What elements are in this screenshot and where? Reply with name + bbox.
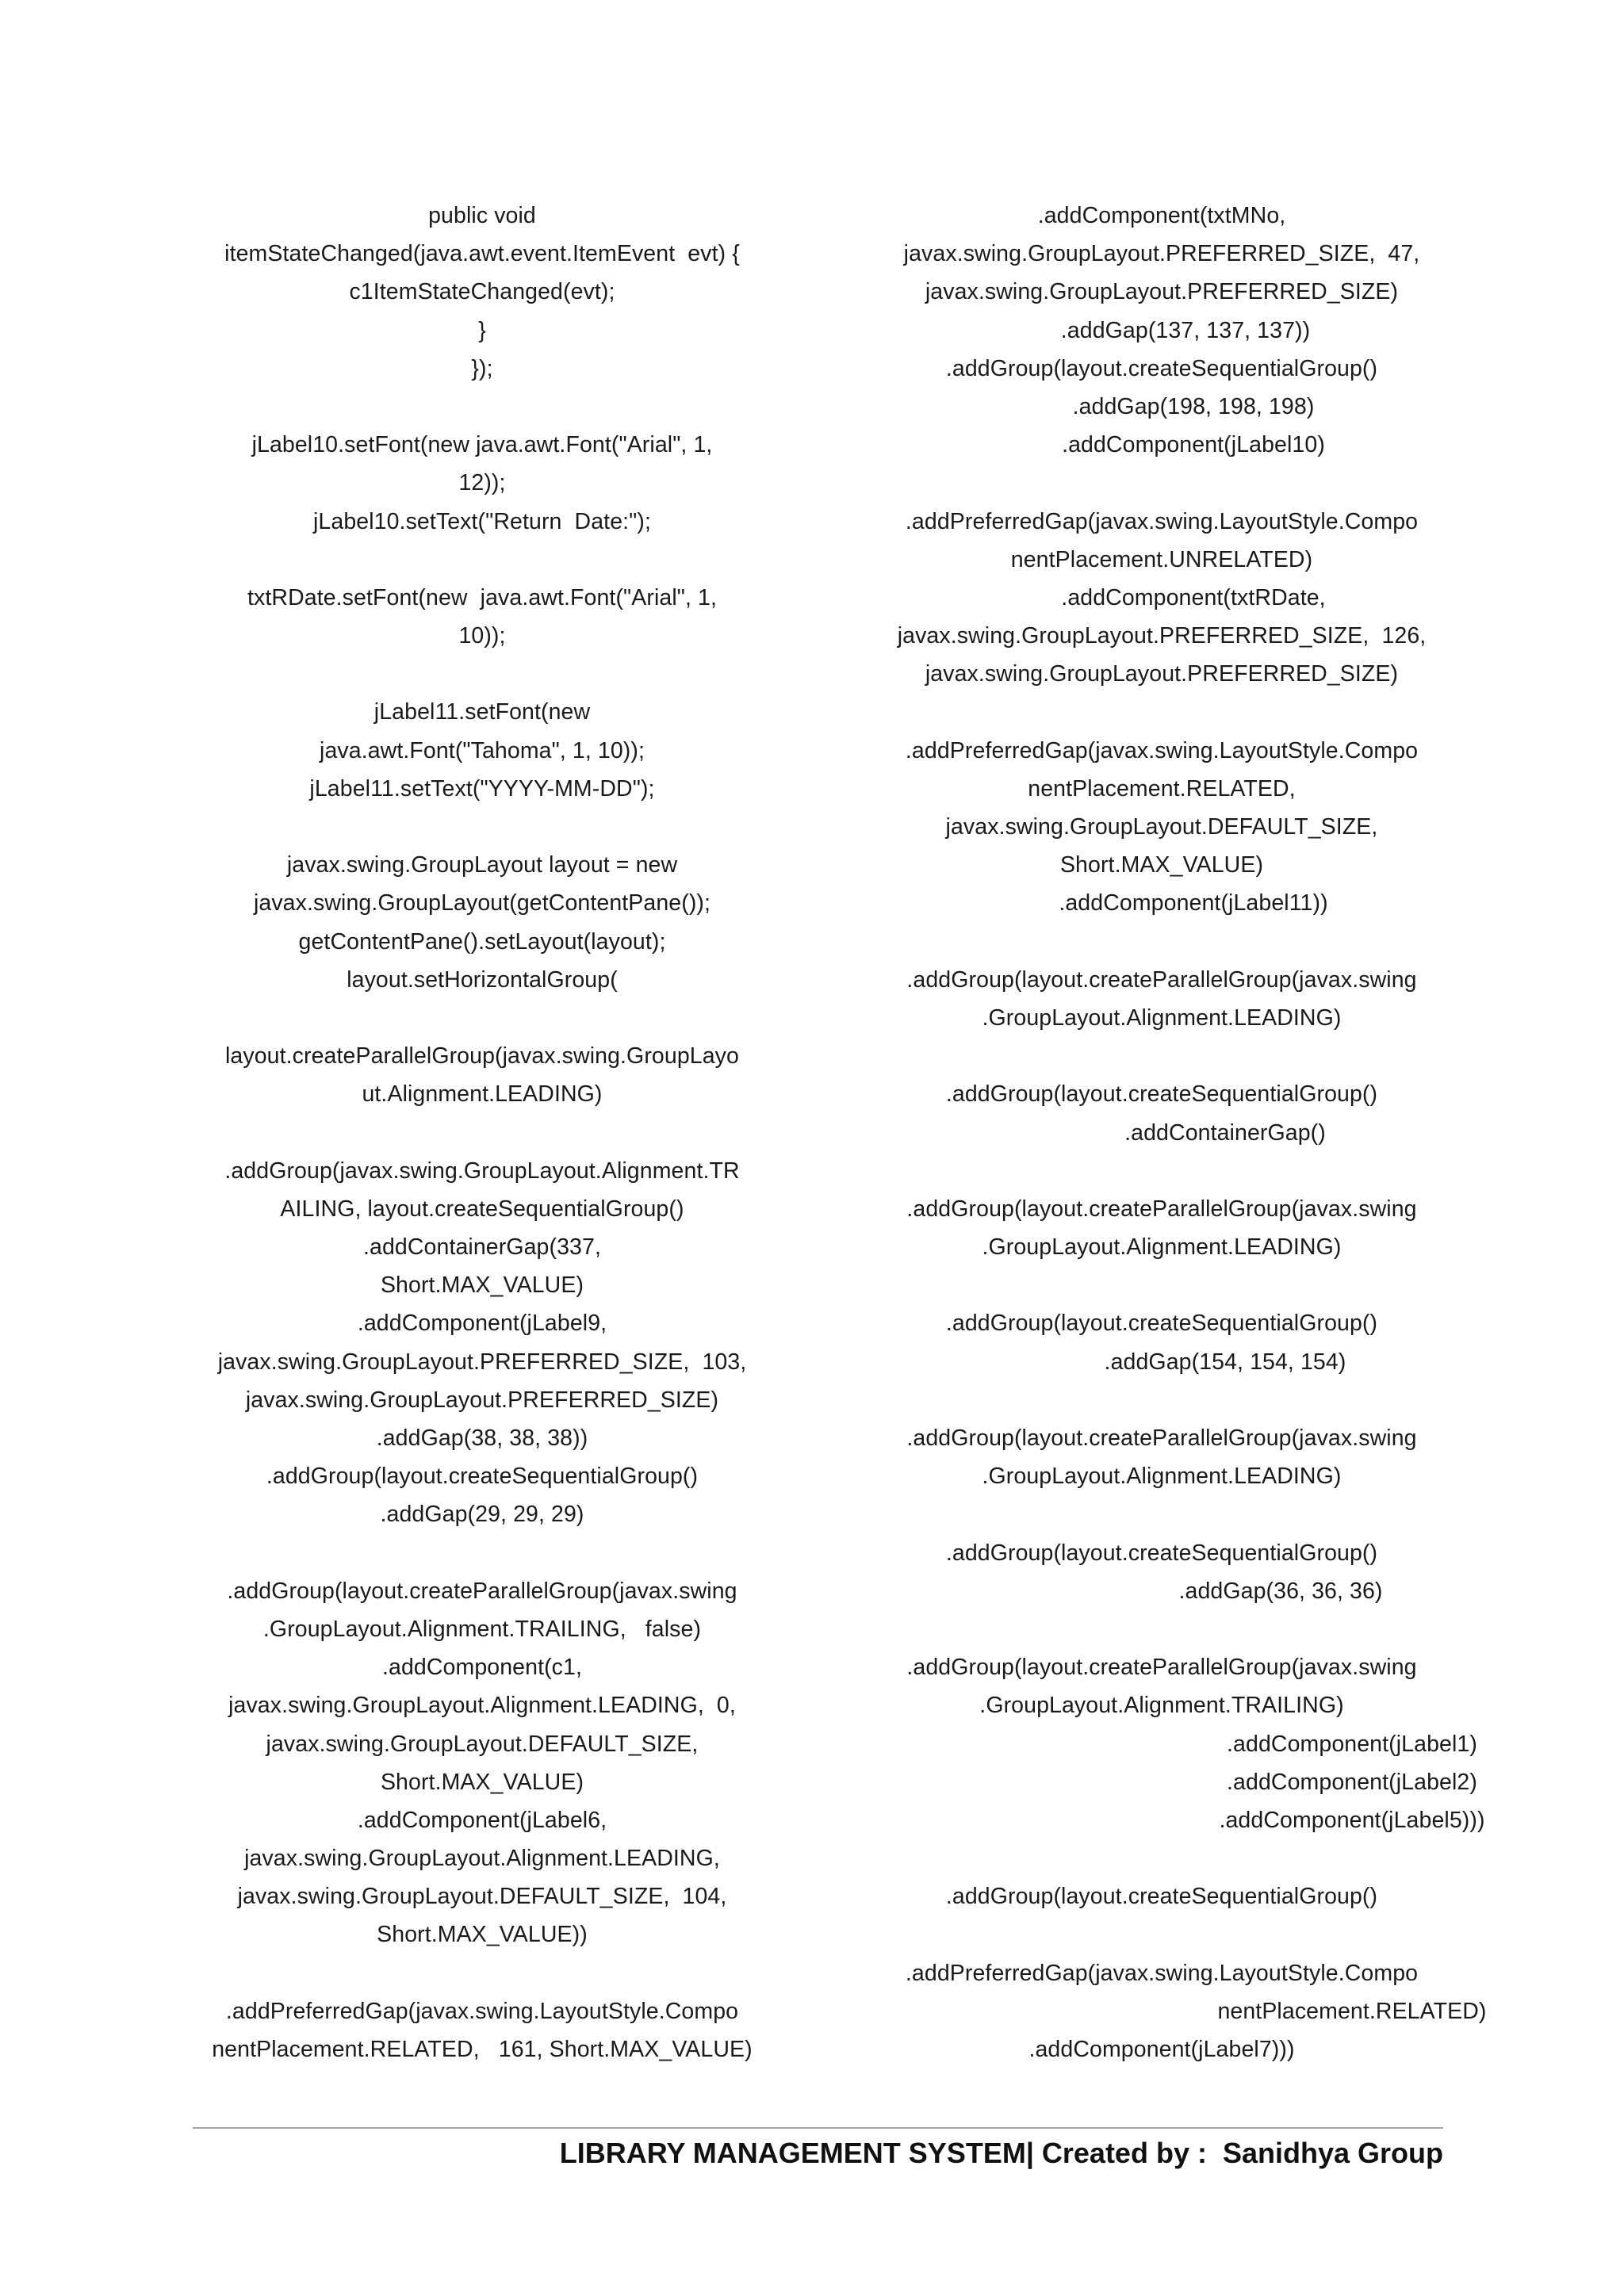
code-line: nentPlacement.RELATED, 161, Short.MAX_VALUE): [212, 2037, 753, 2062]
code-line: .addComponent(jLabel10): [1062, 432, 1325, 458]
code-line: .addGroup(layout.createSequentialGroup(): [945, 1884, 1378, 1910]
code-line: [189, 1954, 776, 1992]
code-line: .addGroup(layout.createSequentialGroup(): [945, 1081, 1378, 1108]
code-line: Short.MAX_VALUE): [380, 1769, 584, 1795]
code-line: jLabel10.setFont(new java.awt.Font("Arial", 1,: [251, 432, 713, 458]
code-line: javax.swing.GroupLayout.DEFAULT_SIZE,: [266, 1731, 699, 1757]
code-line: [189, 655, 776, 693]
code-line: [189, 541, 776, 579]
code-line: [860, 1152, 1463, 1190]
code-line: .addContainerGap(): [1124, 1119, 1326, 1146]
code-line: .addGroup(layout.createParallelGroup(javax.swing: [227, 1578, 737, 1604]
code-line: .addComponent(txtRDate,: [1061, 584, 1326, 610]
code-line: .addPreferredGap(javax.swing.LayoutStyle.Compo: [905, 508, 1419, 534]
code-line: .GroupLayout.Alignment.LEADING): [982, 1004, 1342, 1031]
code-line: .addGap(38, 38, 38)): [376, 1425, 588, 1451]
code-line: 12));: [458, 470, 506, 496]
code-line: .GroupLayout.Alignment.TRAILING, false): [262, 1616, 702, 1642]
code-line: Short.MAX_VALUE): [380, 1272, 584, 1299]
code-line: javax.swing.GroupLayout.PREFERRED_SIZE): [925, 661, 1399, 687]
code-line: javax.swing.GroupLayout.DEFAULT_SIZE, 104,: [237, 1884, 727, 1910]
code-line: javax.swing.GroupLayout.Alignment.LEADING, 0,: [228, 1693, 736, 1719]
code-line: [860, 1915, 1463, 1954]
code-line: .addGap(137, 137, 137)): [1060, 317, 1311, 343]
code-line: .addGap(198, 198, 198): [1072, 393, 1315, 419]
code-line: java.awt.Font("Tahoma", 1, 10));: [320, 737, 645, 763]
code-line: javax.swing.GroupLayout(getContentPane());: [253, 890, 711, 916]
code-line: [189, 1114, 776, 1152]
code-line: [860, 1037, 1463, 1075]
code-line: [189, 808, 776, 846]
code-line: javax.swing.GroupLayout.Alignment.LEADING,: [244, 1846, 720, 1872]
code-line: javax.swing.GroupLayout.PREFERRED_SIZE, 47,: [903, 241, 1420, 267]
code-line: }: [478, 317, 486, 343]
code-line: .addGroup(layout.createParallelGroup(javax.swing: [906, 1196, 1417, 1222]
left-code-column: [189, 197, 776, 2068]
code-line: .addPreferredGap(javax.swing.LayoutStyle.Compo: [905, 1960, 1419, 1986]
code-line: jLabel11.setFont(new: [373, 699, 591, 725]
code-line: nentPlacement.RELATED,: [1028, 775, 1296, 802]
code-line: .addGroup(layout.createSequentialGroup(): [945, 355, 1378, 381]
code-line: .addComponent(c1,: [381, 1655, 583, 1681]
code-line: c1ItemStateChanged(evt);: [349, 279, 615, 305]
code-line: .addGap(154, 154, 154): [1104, 1349, 1346, 1375]
code-line: [860, 1381, 1463, 1419]
code-line: javax.swing.GroupLayout.PREFERRED_SIZE, 126,: [897, 623, 1427, 649]
code-line: .addComponent(txtMNo,: [1037, 203, 1286, 228]
code-line: .addGroup(layout.createSequentialGroup(): [945, 1540, 1378, 1566]
code-line: [189, 388, 776, 426]
footer-divider: [193, 2127, 1443, 2129]
code-line: itemStateChanged(java.awt.event.ItemEvent evt) {: [224, 241, 740, 267]
code-line: ut.Alignment.LEADING): [362, 1081, 603, 1108]
code-line: 10));: [458, 623, 506, 649]
code-line: [860, 923, 1463, 961]
code-line: .addGroup(javax.swing.GroupLayout.Alignment.TR: [224, 1158, 740, 1184]
code-line: AILING, layout.createSequentialGroup(): [280, 1196, 684, 1222]
code-line: [860, 693, 1463, 731]
code-line: .addComponent(jLabel9,: [357, 1311, 607, 1337]
code-line: });: [471, 355, 493, 381]
code-line: [860, 464, 1463, 502]
code-line: .addComponent(jLabel5))): [1219, 1807, 1485, 1833]
code-line: .addComponent(jLabel1): [1227, 1731, 1477, 1757]
right-code-column: [860, 197, 1487, 2068]
code-line: [860, 1266, 1463, 1304]
code-line: .addPreferredGap(javax.swing.LayoutStyle.Compo: [905, 737, 1419, 763]
code-line: jLabel10.setText("Return Date:");: [312, 508, 651, 534]
code-line: .GroupLayout.Alignment.LEADING): [982, 1234, 1342, 1261]
code-line: .addComponent(jLabel7))): [1028, 2037, 1295, 2062]
code-line: .addContainerGap(337,: [363, 1234, 601, 1261]
code-line: javax.swing.GroupLayout layout = new: [286, 852, 678, 878]
code-line: .addGroup(layout.createParallelGroup(javax.swing: [906, 1425, 1417, 1451]
code-line: .addPreferredGap(javax.swing.LayoutStyle.Compo: [225, 1998, 739, 2024]
code-line: [189, 999, 776, 1037]
code-line: getContentPane().setLayout(layout);: [298, 928, 666, 955]
code-line: nentPlacement.UNRELATED): [1010, 546, 1313, 572]
code-line: [860, 1839, 1463, 1877]
code-line: [860, 1610, 1463, 1648]
code-line: layout.createParallelGroup(javax.swing.GroupLayo: [225, 1043, 739, 1070]
code-line: .GroupLayout.Alignment.TRAILING): [979, 1693, 1344, 1719]
code-line: .addGroup(layout.createSequentialGroup(): [945, 1311, 1378, 1337]
code-line: .addGroup(layout.createParallelGroup(javax.swing: [906, 966, 1417, 993]
code-line: nentPlacement.RELATED): [1217, 1998, 1487, 2024]
code-line: .addGroup(layout.createSequentialGroup(): [266, 1464, 699, 1490]
code-line: .addComponent(jLabel6,: [357, 1807, 607, 1833]
code-line: jLabel11.setText("YYYY-MM-DD");: [309, 775, 655, 802]
code-line: [189, 1534, 776, 1572]
code-line: .GroupLayout.Alignment.LEADING): [982, 1464, 1342, 1490]
code-line: txtRDate.setFont(new java.awt.Font("Arial", 1,: [247, 584, 717, 610]
code-line: javax.swing.GroupLayout.PREFERRED_SIZE): [925, 279, 1399, 305]
code-line: .addComponent(jLabel11)): [1059, 890, 1328, 916]
code-line: Short.MAX_VALUE)): [377, 1922, 588, 1948]
code-line: [860, 1495, 1463, 1533]
code-line: public void: [428, 203, 536, 228]
code-line: .addGroup(layout.createParallelGroup(javax.swing: [906, 1655, 1417, 1681]
code-line: javax.swing.GroupLayout.PREFERRED_SIZE): [245, 1387, 719, 1413]
code-line: javax.swing.GroupLayout.PREFERRED_SIZE, 103,: [217, 1349, 747, 1375]
code-line: javax.swing.GroupLayout.DEFAULT_SIZE,: [945, 814, 1378, 840]
footer-text: LIBRARY MANAGEMENT SYSTEM| Created by : Sanidhya Group: [559, 2137, 1443, 2169]
code-line: .addComponent(jLabel2): [1227, 1769, 1477, 1795]
code-line: .addGap(36, 36, 36): [1178, 1578, 1383, 1604]
code-line: .addGap(29, 29, 29): [380, 1502, 584, 1528]
code-line: Short.MAX_VALUE): [1059, 852, 1264, 878]
code-line: layout.setHorizontalGroup(: [347, 966, 618, 993]
